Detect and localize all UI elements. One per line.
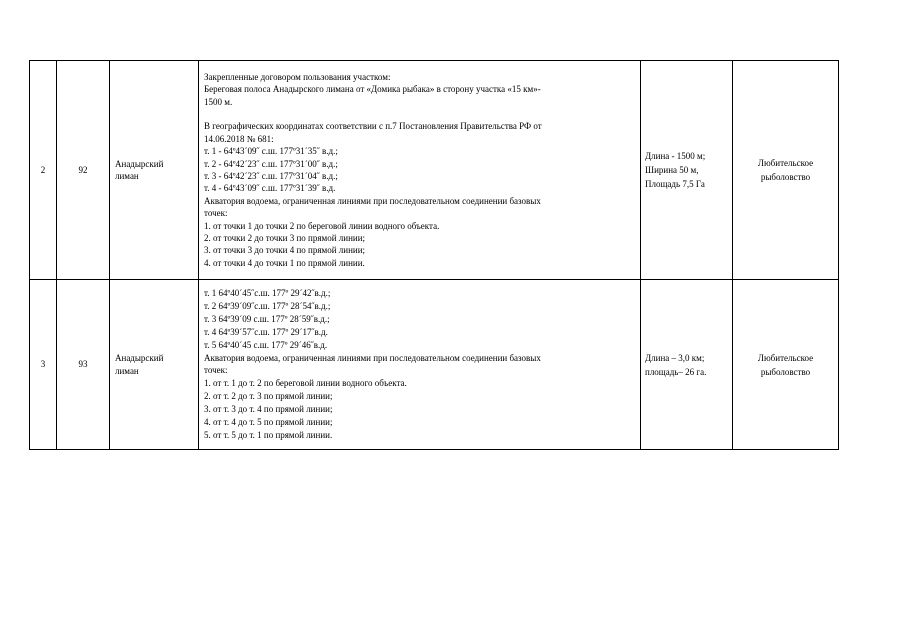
coordinate-line: т. 4 64º39´57˝с.ш. 177º 29´17˝в.д.: [204, 326, 328, 337]
boundary-line: 1. от точки 1 до точки 2 по береговой линии водного объекта.: [204, 220, 440, 231]
usage-line: рыболовство: [760, 172, 811, 182]
row-number: 3: [30, 280, 57, 450]
coordinate-line: т. 1 - 64º43´09˝ с.ш. 177º31´35˝ в.д.;: [204, 146, 338, 157]
usage-line: Любительское: [757, 158, 814, 168]
coordinate-line: т. 3 - 64º42´23˝ с.ш. 177º31´04˝ в.д.;: [204, 170, 338, 181]
boundary-line: 1. от т. 1 до т. 2 по береговой линии водного объекта.: [204, 378, 407, 389]
boundary-line: 2. от точки 2 до точки 3 по прямой линии;: [204, 233, 366, 244]
dimension-line: площадь– 26 га.: [645, 366, 707, 377]
desc-line: 14.06.2018 № 681:: [204, 133, 274, 144]
name-line: Анадырский: [115, 352, 164, 363]
desc-line: точек:: [204, 365, 228, 376]
desc-line: точек:: [204, 208, 228, 219]
desc-line: Закрепленные договором пользования участком:: [204, 71, 391, 82]
boundary-line: 4. от т. 4 до т. 5 по прямой линии;: [204, 417, 333, 428]
water-body-name: [110, 280, 199, 450]
boundary-line: 5. от т. 5 до т. 1 по прямой линии.: [204, 430, 333, 441]
area-number: 92: [57, 61, 110, 280]
area-description: [199, 280, 641, 450]
desc-line: Акватория водоема, ограниченная линиями при последовательном соединении базовых: [204, 352, 541, 363]
name-line: Анадырский: [115, 158, 164, 169]
paragraph-gap: [204, 108, 636, 120]
dimension-line: Длина – 3,0 км;: [645, 352, 705, 363]
fishing-areas-table: [29, 60, 839, 450]
boundary-line: 2. от т. 2 до т. 3 по прямой линии;: [204, 391, 333, 402]
coordinate-line: т. 4 - 64º43´09˝ с.ш. 177º31´39˝ в.д.: [204, 183, 336, 194]
dimension-line: Длина - 1500 м;: [645, 151, 706, 161]
dimension-line: Ширина 50 м,: [645, 165, 699, 175]
desc-line: Акватория водоема, ограниченная линиями при последовательном соединении базовых: [204, 195, 541, 206]
coordinate-line: т. 2 64º39´09˝с.ш. 177º 28´54˝в.д.;: [204, 300, 331, 311]
name-line: лиман: [115, 171, 139, 181]
coordinate-line: т. 5 64º40´45 с.ш. 177º 29´46˝в.д.: [204, 339, 328, 350]
usage-type: [733, 280, 839, 450]
boundary-line: 3. от т. 3 до т. 4 по прямой линии;: [204, 404, 333, 415]
desc-line: Береговая полоса Анадырского лимана от «Домика рыбака» в сторону участка «15 км»-: [204, 84, 541, 95]
coordinate-line: т. 1 64º40´45˝с.ш. 177º 29´42˝в.д.;: [204, 287, 331, 298]
coordinate-line: т. 3 64º39´09 с.ш. 177º 28´59˝в.д.;: [204, 313, 330, 324]
boundary-line: 4. от точки 4 до точки 1 по прямой линии.: [204, 257, 365, 268]
coordinate-line: т. 2 - 64º42´23˝ с.ш. 177º31´00˝ в.д.;: [204, 158, 338, 169]
row-number: 2: [30, 61, 57, 280]
area-dimensions: [641, 280, 733, 450]
usage-line: рыболовство: [760, 366, 811, 377]
area-number: 93: [57, 280, 110, 450]
area-dimensions: [641, 61, 733, 280]
usage-line: Любительское: [757, 352, 814, 363]
name-line: лиман: [115, 365, 139, 376]
table-row: [30, 61, 839, 280]
table-row: [30, 280, 839, 450]
water-body-name: [110, 61, 199, 280]
usage-type: [733, 61, 839, 280]
desc-line: 1500 м.: [204, 96, 233, 107]
dimension-line: Площадь 7,5 Га: [645, 179, 705, 189]
boundary-line: 3. от точки 3 до точки 4 по прямой линии;: [204, 245, 366, 256]
desc-line: В географических координатах соответствии с п.7 Постановления Правительства РФ от: [204, 121, 542, 132]
area-description: [199, 61, 641, 280]
